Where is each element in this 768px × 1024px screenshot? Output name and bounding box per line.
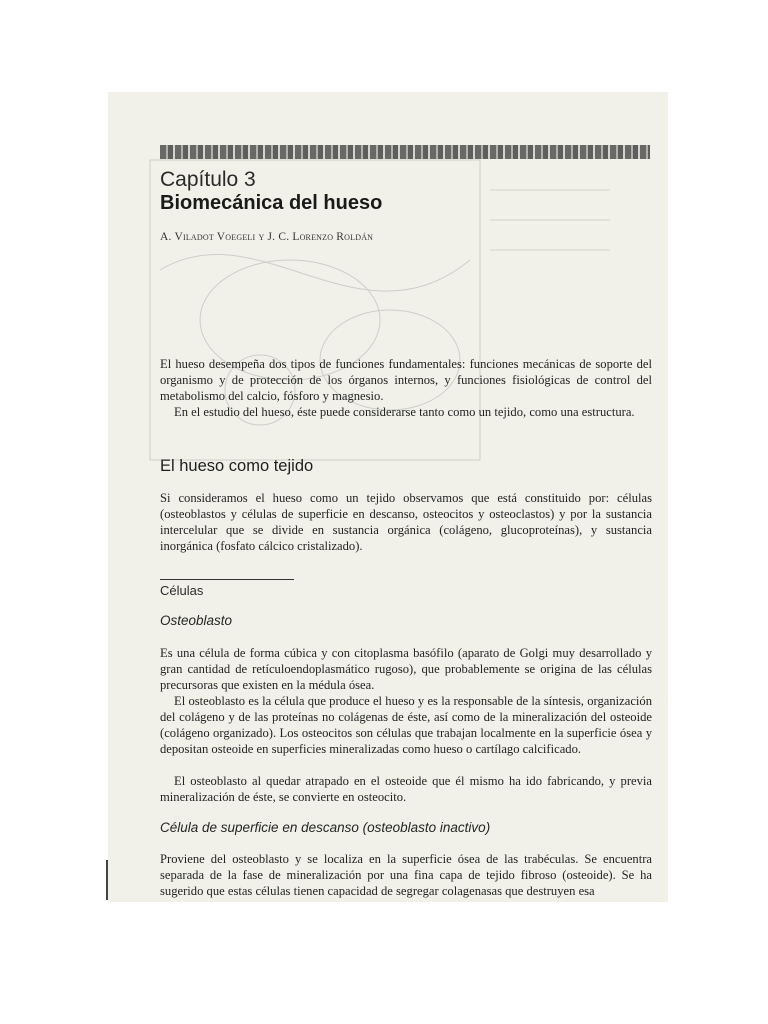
osteoblast-paragraph-3: El osteoblasto al quedar atrapado en el osteoide que él mismo ha ido fabricando, y previa mineralización de éste, se convierte en osteocito.: [160, 774, 652, 804]
resting-cell-paragraph: Proviene del osteoblasto y se localiza en la superficie ósea de las trabéculas. Se encuentra separada de la fase de mineralización por una fina capa de tejido fibroso (osteoide). Se ha sugerido que estas células tienen capacidad de segregar colagenasas que destruyen esa: [160, 852, 652, 898]
osteoblast-paragraph-1: Es una célula de forma cúbica y con citoplasma basófilo (aparato de Golgi muy desarrollado y gran cantidad de retículoendoplasmático rugoso), que probablemente se origina de las células precursoras que existen en la médula ósea.: [160, 646, 652, 692]
header-rule: [160, 145, 650, 159]
intro-paragraph-1: El hueso desempeña dos tipos de funciones fundamentales: funciones mecánicas de soporte del organismo y de protección de los órganos internos, y funciones fisiológicas de control del metabolismo del calcio, fósforo y magnesio.: [160, 357, 652, 403]
page-edge-shadow: [106, 860, 108, 900]
chapter-number: Capítulo 3: [160, 168, 256, 191]
subsection-rule: [160, 579, 294, 580]
chapter-authors: A. Viladot Voegeli y J. C. Lorenzo Roldán: [160, 231, 374, 243]
subsection-title-cells: Células: [160, 583, 204, 598]
chapter-title: Biomecánica del hueso: [160, 192, 383, 214]
osteoblast-paragraph-2: El osteoblasto es la célula que produce el hueso y es la responsable de la síntesis, organización del colágeno y de las proteínas no colágenas de éste, así como de la mineralización del osteoide (colágeno organizado). Los osteocitos son células que trabajan localmente en la superficie ósea y depositan osteoide en superficies mineralizadas como hueso o cartílago calcificado.: [160, 694, 652, 756]
section-title: El hueso como tejido: [160, 457, 314, 475]
section-paragraph: Si consideramos el hueso como un tejido observamos que está constituido por: células (osteoblastos y células de superficie en descanso, osteocitos y osteoclastos) y por la sustancia intercelular que se divide en sustancia orgánica (colágeno, glucoproteínas), y sustancia inorgánica (fosfato cálcico cristalizado).: [160, 491, 652, 553]
heading-resting-cell: Célula de superficie en descanso (osteoblasto inactivo): [160, 820, 491, 835]
heading-osteoblast: Osteoblasto: [160, 613, 233, 628]
intro-paragraph-2: En el estudio del hueso, éste puede considerarse tanto como un tejido, como una estructura.: [174, 405, 635, 419]
